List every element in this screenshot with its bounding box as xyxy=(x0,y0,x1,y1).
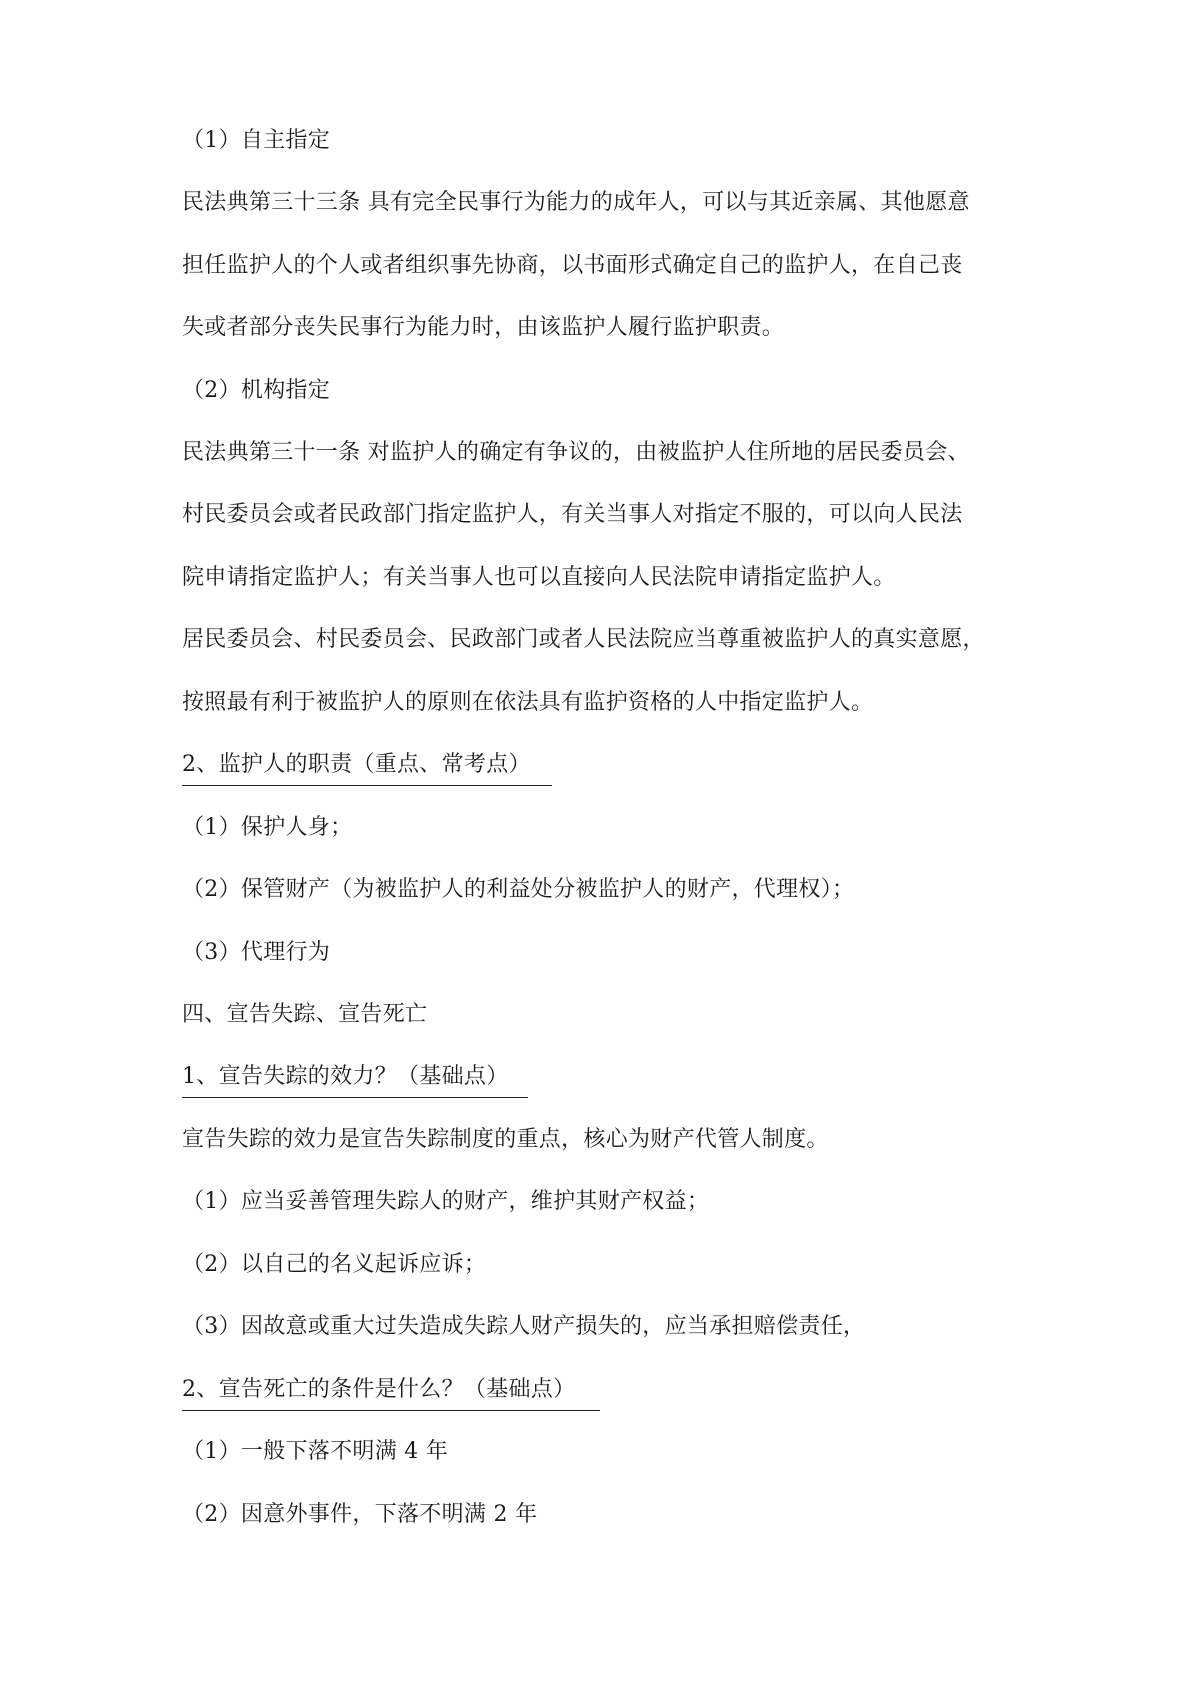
section-heading-guardian-duties: 2、监护人的职责（重点、常考点） xyxy=(182,750,552,786)
paragraph-article-31-line-1: 民法典第三十一条 对监护人的确定有争议的，由被监护人住所地的居民委员会、 xyxy=(182,440,970,465)
chapter-heading-missing-death: 四、宣告失踪、宣告死亡 xyxy=(182,1002,428,1027)
item-litigation: （2）以自己的名义起诉应诉； xyxy=(182,1252,487,1277)
paragraph-missing-effect: 宣告失踪的效力是宣告失踪制度的重点，核心为财产代管人制度。 xyxy=(182,1127,829,1152)
item-two-years: （2）因意外事件，下落不明满 2 年 xyxy=(182,1502,538,1527)
paragraph-committee-line-2: 按照最有利于被监护人的原则在依法具有监护资格的人中指定监护人。 xyxy=(182,690,874,715)
paragraph-article-33-line-3: 失或者部分丧失民事行为能力时，由该监护人履行监护职责。 xyxy=(182,315,785,340)
item-self-designation: （1）自主指定 xyxy=(182,128,331,153)
paragraph-article-33-line-2: 担任监护人的个人或者组织事先协商，以书面形式确定自己的监护人，在自己丧 xyxy=(182,253,963,278)
item-manage-property: （2）保管财产（为被监护人的利益处分被监护人的财产，代理权）； xyxy=(182,877,855,902)
item-institution-designation: （2）机构指定 xyxy=(182,378,331,403)
section-heading-missing-effect: 1、宣告失踪的效力？（基础点） xyxy=(182,1062,528,1098)
item-manage-missing-property: （1）应当妥善管理失踪人的财产，维护其财产权益； xyxy=(182,1189,710,1214)
paragraph-article-33-line-1: 民法典第三十三条 具有完全民事行为能力的成年人，可以与其近亲属、其他愿意 xyxy=(182,190,970,215)
paragraph-article-31-line-3: 院申请指定监护人；有关当事人也可以直接向人民法院申请指定监护人。 xyxy=(182,565,896,590)
item-four-years: （1）一般下落不明满 4 年 xyxy=(182,1439,449,1464)
item-agency: （3）代理行为 xyxy=(182,940,331,965)
section-heading-death-conditions: 2、宣告死亡的条件是什么？（基础点） xyxy=(182,1375,600,1411)
paragraph-committee-line-1: 居民委员会、村民委员会、民政部门或者人民法院应当尊重被监护人的真实意愿， xyxy=(182,627,985,652)
paragraph-article-31-line-2: 村民委员会或者民政部门指定监护人，有关当事人对指定不服的，可以向人民法 xyxy=(182,502,963,527)
item-liability: （3）因故意或重大过失造成失踪人财产损失的，应当承担赔偿责任， xyxy=(182,1314,866,1339)
item-protect-person: （1）保护人身； xyxy=(182,815,353,840)
